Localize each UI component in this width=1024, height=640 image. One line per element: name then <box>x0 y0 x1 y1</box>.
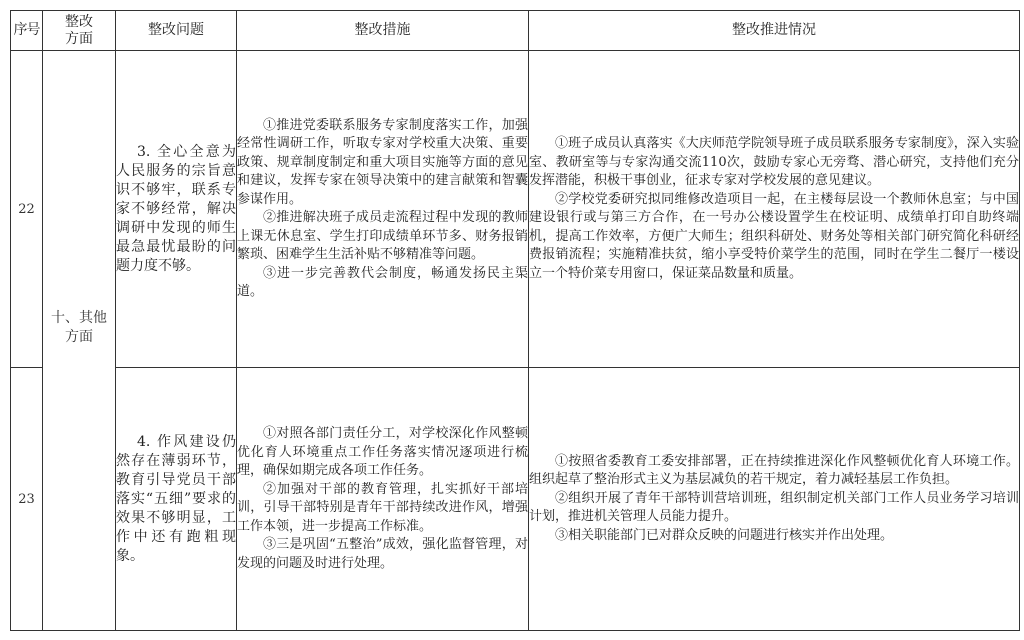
table-row <box>11 368 1020 631</box>
progress-item: ②学校党委研究拟同维修改造项目一起，在主楼每层设一个教师休息室；与中国建设银行或与第三方合作，在一号办公楼设置学生在校证明、成绩单打印自助终端机，提高工作效率，方便广大师生；组织科研处、财务处等相关部门研究简化科研经费报销流程；实施精准扶贫，缩小享受特价菜学生的范围，同时在学生二餐厅一楼设立一个特价菜专用窗口，保证菜品数量和质量。 <box>529 191 1019 281</box>
header-measures: 整改措施 <box>237 11 529 51</box>
progress-item: ①按照省委教育工委安排部署，正在持续推进深化作风整顿优化育人环境工作。组织起草了整治形式主义为基层减负的若干规定，着力减轻基层工作负担。 <box>529 453 1019 488</box>
aspect-label: 十、其他方面 <box>51 310 107 345</box>
header-row <box>11 11 1020 51</box>
measure-item: ②加强对干部的教育管理，扎实抓好干部培训，引导干部特别是青年干部持续改进作风，增强工作本领，进一步提高工作标准。 <box>237 481 528 534</box>
progress-item: ②组织开展了青年干部特训营培训班，组织制定机关部门工作人员业务学习培训计划，推进机关管理人员能力提升。 <box>529 490 1019 525</box>
measure-item: ③进一步完善教代会制度，畅通发扬民主渠道。 <box>237 265 528 299</box>
measures-cell <box>237 51 529 368</box>
problem-cell <box>116 51 237 368</box>
measures-cell <box>237 368 529 631</box>
problem-text: 3. 全心全意为人民服务的宗旨意识不够牢，联系专家不够经常，解决调研中发现的师生最急最忧最盼的问题力度不够。 <box>116 143 236 274</box>
problem-text: 4. 作风建设仍然存在薄弱环节，教育引导党员干部落实“五细”要求的效果不够明显，工作中还有跑粗现象。 <box>116 433 236 564</box>
progress-item: ③相关职能部门已对群众反映的问题进行核实并作出处理。 <box>555 527 894 543</box>
aspect-cell <box>43 51 116 631</box>
measure-item: ③三是巩固“五整治”成效，强化监督管理，对发现的问题及时进行处理。 <box>237 537 528 571</box>
header-index: 序号 <box>11 11 43 51</box>
progress-cell <box>529 51 1020 368</box>
table-row <box>11 51 1020 368</box>
rectification-table-sheet <box>10 10 1020 631</box>
row-index: 23 <box>11 368 43 631</box>
measure-item: ①推进党委联系服务专家制度落实工作，加强经常性调研工作，听取专家对学校重大决策、重要政策、规章制度制定和重大项目实施等方面的意见和建议，发挥专家在领导决策中的建言献策和智囊参谋作用。 <box>237 117 528 207</box>
rectification-table <box>10 10 1020 631</box>
measure-item: ①对照各部门责任分工，对学校深化作风整顿优化育人环境重点工作任务落实情况逐项进行梳理，确保如期完成各项工作任务。 <box>237 426 528 478</box>
header-problem: 整改问题 <box>116 11 237 51</box>
row-index: 22 <box>11 51 43 368</box>
progress-item: ①班子成员认真落实《大庆师范学院领导班子成员联系服务专家制度》，深入实验室、教研室等与专家沟通交流110次，鼓励专家心无旁骛、潜心研究，支持他们充分发挥潜能，积极干事创业，征求专家对学校发展的意见建议。 <box>529 136 1019 188</box>
header-aspect <box>43 11 116 51</box>
progress-cell <box>529 368 1020 631</box>
header-aspect-label: 整改方面 <box>64 13 93 47</box>
header-progress: 整改推进情况 <box>529 11 1020 51</box>
measure-item: ②推进解决班子成员走流程过程中发现的教师上课无休息室、学生打印成绩单环节多、财务报销繁琐、困难学生生活补贴不够精准等问题。 <box>237 210 528 262</box>
problem-cell <box>116 368 237 631</box>
